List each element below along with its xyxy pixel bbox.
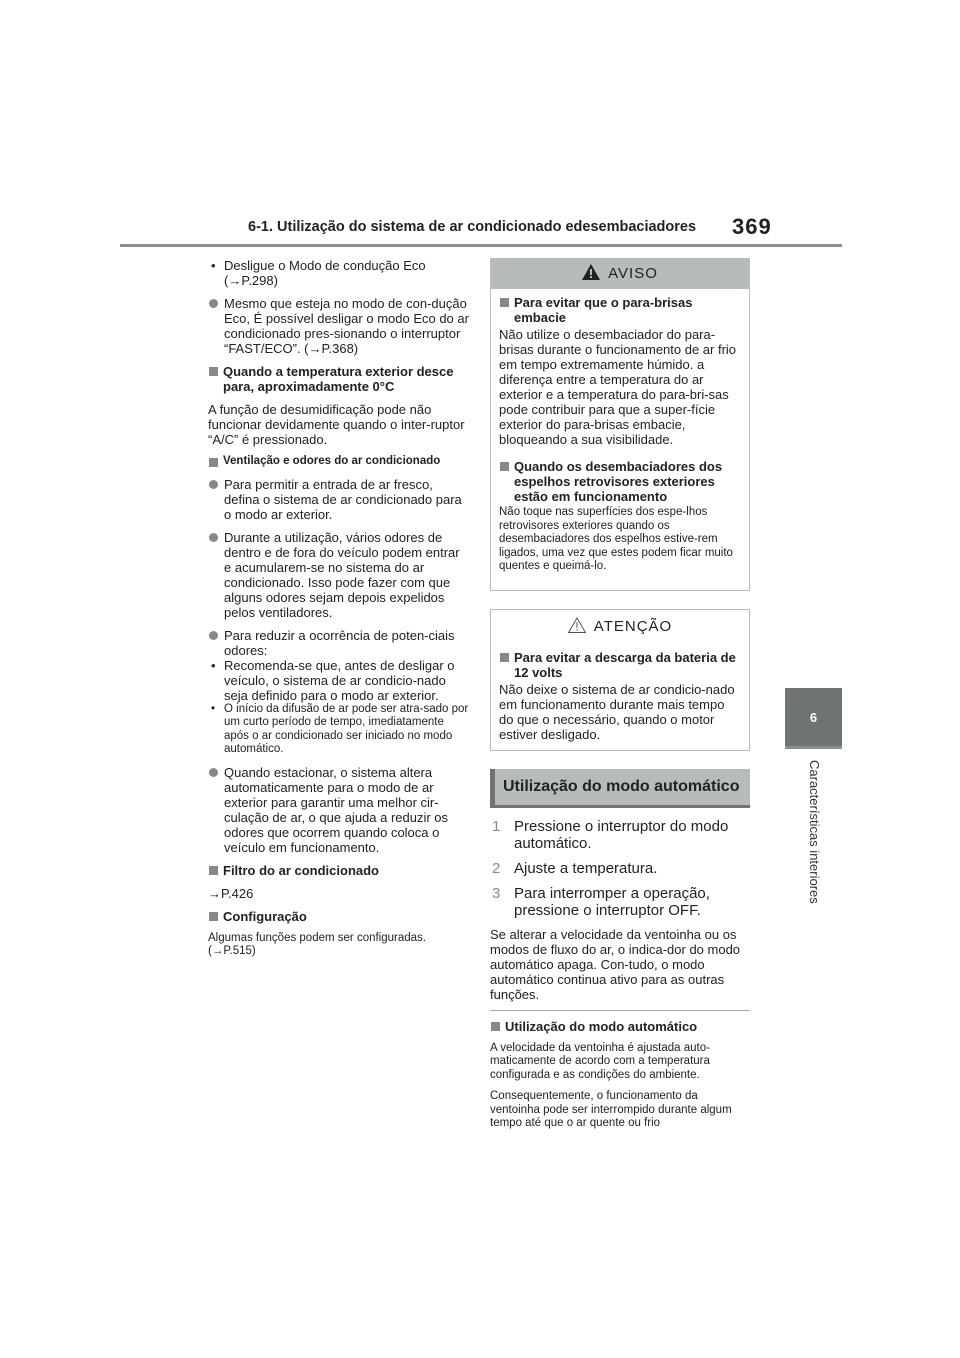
paragraph-auto-note: Se alterar a velocidade da ventoinha ou os modos de fluxo do ar, o indica-dor do modo automático apaga. Con-tudo, o modo automático continua ativo para as outras funções.: [490, 926, 741, 1002]
paragraph-auto-2: Consequentemente, o funcionamento da ventoinha pode ser interrompido durante algum tempo até que o ar quente ou frio: [490, 1090, 732, 1129]
aviso-paragraph-windshield: Não utilize o desembaciador do para-brisas durante o funcionamento de ar frio em tempo extremamente húmido. a diferença entre a temperatura do ar exterior e a temperatura do para-bri-sas pode contribuir para que a super-fície exterior do para-brisas embacie, bloqueando a sua visibilidade.: [499, 327, 737, 447]
right-column: [490, 258, 750, 1139]
step-number: 2: [492, 859, 501, 877]
atencao-heading-battery: Para evitar a descarga da bateria de 12 volts: [499, 650, 741, 680]
atencao-title: ATENÇÃO: [593, 617, 673, 635]
square-bullet-icon: [491, 1022, 500, 1031]
paragraph-auto-1: A velocidade da ventoinha é ajustada auto-maticamente de acordo com a temperatura configurada e as condições do ambiente.: [490, 1041, 710, 1081]
heading-auto-mode: Utilização do modo automático: [490, 1019, 750, 1034]
left-column: [208, 258, 470, 967]
bullet-fresh-air: Para permitir a entrada de ar fresco, defina o sistema de ar condicionado para o modo ar exterior.: [208, 477, 470, 522]
heading-odors: Ventilação e odores do ar condicionado: [208, 455, 470, 469]
square-bullet-icon: [500, 653, 509, 662]
chapter-tab: [785, 688, 842, 746]
dot-item-eco: • Desligue o Modo de condução Eco (→P.298): [211, 258, 426, 288]
heading-filter: Filtro do ar condicionado: [208, 863, 470, 878]
sub-item-delay: • O início da difusão de ar pode ser atra-sado por um curto período de tempo, imediatamente após o ar condicionado ser iniciado no modo automático.: [211, 702, 469, 755]
section-underline: [490, 805, 750, 808]
atencao-box: [490, 609, 750, 751]
square-bullet-icon: [209, 367, 218, 376]
chapter-number: 6: [809, 710, 818, 725]
dot-marker: •: [211, 258, 216, 273]
sub-item-recommend: • Recomenda-se que, antes de desligar o veículo, o sistema de ar condicio-nado seja definido para o modo ar exterior.: [211, 657, 455, 703]
aviso-heading-mirrors: Quando os desembaciadores dos espelhos retrovisores exteriores estão em funcionamento: [499, 459, 741, 504]
dot-marker: •: [211, 702, 216, 715]
paragraph-configuration: Algumas funções podem ser configuradas. (→P.515): [208, 931, 426, 957]
bullet-reduce-odors: Para reduzir a ocorrência de poten-ciais odores: • Recomenda-se que, antes de desligar o veículo, o sistema de ar condicio-nado seja definido para o modo ar exterior. • O início da difusão de ar pode ser atra-sado por um curto período de tempo, imediatamente após o ar condicionado ser iniciado no modo automático.: [208, 628, 470, 757]
circle-bullet-icon: [209, 631, 218, 640]
heading-configuration: Configuração: [208, 909, 470, 924]
square-bullet-icon: [209, 866, 218, 875]
step-1: 1 Pressione o interruptor do modo automático.: [492, 817, 729, 852]
section-heading-auto-mode: Utilização do modo automático: [490, 769, 750, 805]
circle-bullet-icon: [209, 533, 218, 542]
paragraph-filter: →P.426: [208, 885, 254, 901]
square-bullet-icon: [500, 462, 509, 471]
aviso-paragraph-mirrors: Não toque nas superfícies dos espe-lhos retrovisores exteriores quando os desembaciadores dos espelhos estive-rem ligados, uma vez que estes podem ficar muito quentes e queimá-lo.: [499, 506, 733, 572]
warning-triangle-icon: [582, 264, 600, 280]
square-bullet-icon: [209, 458, 218, 467]
square-bullet-icon: [209, 912, 218, 921]
page-number: 369: [732, 214, 772, 239]
header-rule: [120, 244, 842, 247]
bullet-odors: Durante a utilização, vários odores de dentro e de fora do veículo podem entrar e acumularem-se no sistema do ar condicionado. Isso pode fazer com que alguns odores sejam depois expelidos pelos ventiladores.: [208, 530, 470, 620]
aviso-title: AVISO: [608, 265, 658, 282]
aviso-box: [490, 258, 750, 591]
atencao-title-bar: [491, 610, 749, 644]
step-3: 3 Para interromper a operação, pressione o interruptor OFF.: [492, 884, 710, 919]
caution-triangle-icon: [568, 617, 586, 633]
circle-bullet-icon: [209, 480, 218, 489]
circle-bullet-icon: [209, 768, 218, 777]
chapter-label: Características interiores: [807, 760, 822, 904]
divider: [490, 1010, 750, 1011]
dot-marker: •: [211, 657, 216, 673]
chapter-tab-rule: [785, 746, 842, 749]
aviso-heading-windshield: Para evitar que o para-brisas embacie: [499, 295, 741, 325]
square-bullet-icon: [500, 298, 509, 307]
circle-bullet-icon: [209, 299, 218, 308]
step-2: 2 Ajuste a temperatura.: [492, 859, 658, 877]
atencao-body: [491, 644, 749, 750]
heading-temperature: Quando a temperatura exterior desce para, aproximadamente 0°C: [208, 364, 470, 394]
atencao-paragraph-battery: Não deixe o sistema de ar condicio-nado em funcionamento durante mais tempo do que o necessário, quando o motor estiver desligado.: [499, 681, 735, 742]
paragraph-temperature: A função de desumidificação pode não funcionar devidamente quando o inter-ruptor “A/C” é pressionado.: [208, 402, 465, 447]
bullet-eco-ac: Mesmo que esteja no modo de con-dução Eco, É possível desligar o modo Eco do ar condicionado pres-sionando o interruptor “FAST/ECO”. (→P.368): [208, 296, 470, 356]
section-header-title: 6-1. Utilização do sistema de ar condicionado edesembaciadores: [248, 219, 697, 235]
aviso-title-bar: [491, 259, 749, 289]
step-number: 3: [492, 884, 501, 902]
bullet-parking: Quando estacionar, o sistema altera automaticamente para o modo de ar exterior para garantir uma melhor cir-culação de ar, o que ajuda a reduzir os odores que ocorrem quando coloca o veículo em funcionamento.: [208, 765, 470, 855]
aviso-body: [491, 289, 749, 590]
step-number: 1: [492, 817, 501, 835]
